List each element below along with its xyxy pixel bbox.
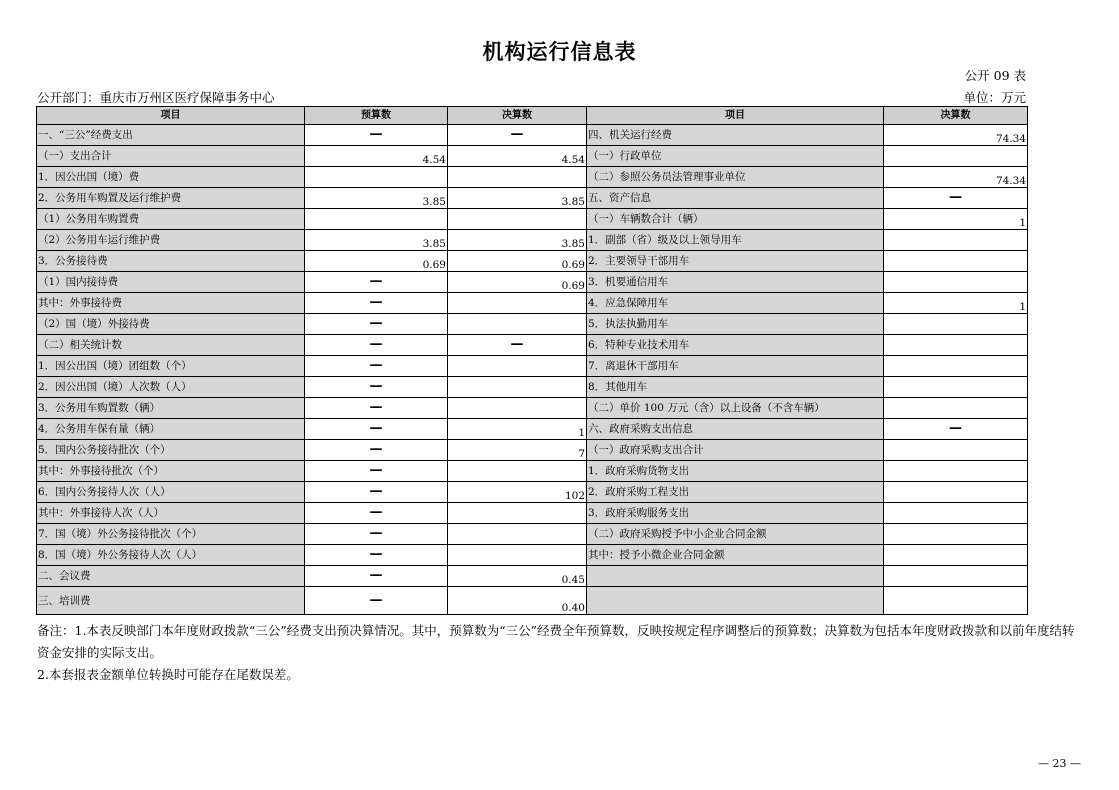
row-final bbox=[448, 461, 587, 482]
row-budget: — bbox=[305, 398, 448, 419]
row-right-final bbox=[884, 587, 1028, 615]
row-item-left: 其中：外事接待批次（个） bbox=[37, 461, 305, 482]
row-item-left: 1．因公出国（境）团组数（个） bbox=[37, 356, 305, 377]
page-number: — 23 — bbox=[1038, 757, 1081, 770]
table-row bbox=[37, 230, 1028, 251]
row-item-right: 1．副部（省）级及以上领导用车 bbox=[587, 230, 884, 251]
row-right-final bbox=[884, 440, 1028, 461]
info-table bbox=[36, 106, 1028, 615]
row-item-right: （二）政府采购授予中小企业合同金额 bbox=[587, 524, 884, 545]
table-body bbox=[37, 125, 1028, 615]
row-item-left: 其中：外事接待费 bbox=[37, 293, 305, 314]
row-right-final: — bbox=[884, 188, 1028, 209]
row-budget bbox=[305, 167, 448, 188]
row-right-final: 74.34 bbox=[884, 167, 1028, 188]
row-right-final bbox=[884, 377, 1028, 398]
row-final: 0.69 bbox=[448, 251, 587, 272]
row-item-left: 三、培训费 bbox=[37, 587, 305, 615]
department-label: 公开部门：重庆市万州区医疗保障事务中心 bbox=[37, 90, 275, 105]
note-1: 备注：1.本表反映部门本年度财政拨款“三公”经费支出预决算情况。其中，预算数为“三公”经费全年预算数，反映按规定程序调整后的预算数；决算数为包括本年度财政拨款和以前年度结转资金安排的实际支出。 bbox=[37, 623, 1075, 660]
row-budget: 4.54 bbox=[305, 146, 448, 167]
row-right-final bbox=[884, 335, 1028, 356]
table-row bbox=[37, 587, 1028, 615]
row-budget: 0.69 bbox=[305, 251, 448, 272]
row-item-right: 2．政府采购工程支出 bbox=[587, 482, 884, 503]
row-final: 7 bbox=[448, 440, 587, 461]
row-final: 0.40 bbox=[448, 587, 587, 615]
row-budget: — bbox=[305, 503, 448, 524]
row-item-left: 1．因公出国（境）费 bbox=[37, 167, 305, 188]
row-final bbox=[448, 167, 587, 188]
table-row bbox=[37, 524, 1028, 545]
row-item-right: （一）行政单位 bbox=[587, 146, 884, 167]
row-final: 4.54 bbox=[448, 146, 587, 167]
table-row bbox=[37, 314, 1028, 335]
row-budget: — bbox=[305, 335, 448, 356]
row-budget: 3.85 bbox=[305, 188, 448, 209]
table-row bbox=[37, 188, 1028, 209]
table-row bbox=[37, 440, 1028, 461]
row-final bbox=[448, 293, 587, 314]
row-budget: — bbox=[305, 482, 448, 503]
table-row bbox=[37, 461, 1028, 482]
row-item-left: （2）国（境）外接待费 bbox=[37, 314, 305, 335]
row-budget: — bbox=[305, 125, 448, 146]
row-item-left: 一、“三公”经费支出 bbox=[37, 125, 305, 146]
header-right-item: 项目 bbox=[587, 107, 884, 125]
row-item-left: （1）公务用车购置费 bbox=[37, 209, 305, 230]
table-row bbox=[37, 566, 1028, 587]
row-right-final bbox=[884, 503, 1028, 524]
table-row bbox=[37, 419, 1028, 440]
row-item-right: （一）车辆数合计（辆） bbox=[587, 209, 884, 230]
row-budget: — bbox=[305, 461, 448, 482]
table-row bbox=[37, 146, 1028, 167]
table-row bbox=[37, 503, 1028, 524]
row-final: 0.69 bbox=[448, 272, 587, 293]
row-final bbox=[448, 356, 587, 377]
row-budget: — bbox=[305, 566, 448, 587]
note-2: 2.本套报表金额单位转换时可能存在尾数误差。 bbox=[37, 667, 299, 682]
row-budget: — bbox=[305, 377, 448, 398]
header-final: 决算数 bbox=[448, 107, 587, 125]
row-item-right: 3．机要通信用车 bbox=[587, 272, 884, 293]
row-right-final: — bbox=[884, 419, 1028, 440]
row-item-left: 3．公务用车购置数（辆） bbox=[37, 398, 305, 419]
notes bbox=[37, 620, 1082, 686]
row-final: 102 bbox=[448, 482, 587, 503]
row-item-right: 五、资产信息 bbox=[587, 188, 884, 209]
table-row bbox=[37, 272, 1028, 293]
row-right-final: 74.34 bbox=[884, 125, 1028, 146]
row-right-final bbox=[884, 545, 1028, 566]
row-item-left: 二、会议费 bbox=[37, 566, 305, 587]
row-item-left: 2．因公出国（境）人次数（人） bbox=[37, 377, 305, 398]
row-item-right: （一）政府采购支出合计 bbox=[587, 440, 884, 461]
row-final: — bbox=[448, 125, 587, 146]
row-budget: — bbox=[305, 524, 448, 545]
row-item-left: （2）公务用车运行维护费 bbox=[37, 230, 305, 251]
row-budget: — bbox=[305, 272, 448, 293]
row-budget: — bbox=[305, 293, 448, 314]
row-final bbox=[448, 398, 587, 419]
row-right-final bbox=[884, 356, 1028, 377]
row-final: 0.45 bbox=[448, 566, 587, 587]
row-right-final bbox=[884, 398, 1028, 419]
table-row bbox=[37, 251, 1028, 272]
table-row bbox=[37, 293, 1028, 314]
row-right-final bbox=[884, 314, 1028, 335]
row-budget bbox=[305, 209, 448, 230]
table-header-row bbox=[37, 107, 1028, 125]
table-row bbox=[37, 167, 1028, 188]
row-item-left: 3．公务接待费 bbox=[37, 251, 305, 272]
row-final: — bbox=[448, 335, 587, 356]
header-right-final: 决算数 bbox=[884, 107, 1028, 125]
row-item-right: 六、政府采购支出信息 bbox=[587, 419, 884, 440]
row-item-left: （二）相关统计数 bbox=[37, 335, 305, 356]
row-item-left: 7．国（境）外公务接待批次（个） bbox=[37, 524, 305, 545]
row-final bbox=[448, 314, 587, 335]
row-item-right: 1．政府采购货物支出 bbox=[587, 461, 884, 482]
row-right-final bbox=[884, 566, 1028, 587]
row-item-right: 7．离退休干部用车 bbox=[587, 356, 884, 377]
unit-label: 单位：万元 bbox=[963, 90, 1026, 105]
row-final bbox=[448, 209, 587, 230]
row-right-final bbox=[884, 524, 1028, 545]
row-right-final bbox=[884, 146, 1028, 167]
table-row bbox=[37, 377, 1028, 398]
table-row bbox=[37, 545, 1028, 566]
row-item-right: 5．执法执勤用车 bbox=[587, 314, 884, 335]
row-item-right: （二）单价 100 万元（含）以上设备（不含车辆） bbox=[587, 398, 884, 419]
row-final: 3.85 bbox=[448, 188, 587, 209]
row-item-right: 4．应急保障用车 bbox=[587, 293, 884, 314]
page-title: 机构运行信息表 bbox=[482, 40, 637, 64]
row-item-left: 8．国（境）外公务接待人次（人） bbox=[37, 545, 305, 566]
row-item-left: （1）国内接待费 bbox=[37, 272, 305, 293]
row-budget: — bbox=[305, 356, 448, 377]
row-final: 1 bbox=[448, 419, 587, 440]
table-row bbox=[37, 209, 1028, 230]
row-right-final bbox=[884, 272, 1028, 293]
table-row bbox=[37, 125, 1028, 146]
row-item-right bbox=[587, 587, 884, 615]
row-item-left: 其中：外事接待人次（人） bbox=[37, 503, 305, 524]
row-item-right: （二）参照公务员法管理事业单位 bbox=[587, 167, 884, 188]
row-budget: — bbox=[305, 440, 448, 461]
table-row bbox=[37, 398, 1028, 419]
row-item-right: 6．特种专业技术用车 bbox=[587, 335, 884, 356]
row-final bbox=[448, 524, 587, 545]
row-right-final bbox=[884, 251, 1028, 272]
table-row bbox=[37, 482, 1028, 503]
header-left-item: 项目 bbox=[37, 107, 305, 125]
row-right-final: 1 bbox=[884, 209, 1028, 230]
row-final: 3.85 bbox=[448, 230, 587, 251]
row-item-right: 3．政府采购服务支出 bbox=[587, 503, 884, 524]
row-item-left: 4．公务用车保有量（辆） bbox=[37, 419, 305, 440]
row-item-left: 6．国内公务接待人次（人） bbox=[37, 482, 305, 503]
row-budget: — bbox=[305, 419, 448, 440]
row-final bbox=[448, 377, 587, 398]
row-right-final: 1 bbox=[884, 293, 1028, 314]
row-right-final bbox=[884, 230, 1028, 251]
row-right-final bbox=[884, 461, 1028, 482]
header-budget: 预算数 bbox=[305, 107, 448, 125]
table-row bbox=[37, 335, 1028, 356]
table-row bbox=[37, 356, 1028, 377]
row-final bbox=[448, 545, 587, 566]
row-item-right: 8．其他用车 bbox=[587, 377, 884, 398]
row-budget: — bbox=[305, 587, 448, 615]
row-budget: — bbox=[305, 314, 448, 335]
row-final bbox=[448, 503, 587, 524]
row-item-left: 2．公务用车购置及运行维护费 bbox=[37, 188, 305, 209]
row-item-right bbox=[587, 566, 884, 587]
row-budget: — bbox=[305, 545, 448, 566]
row-budget: 3.85 bbox=[305, 230, 448, 251]
row-item-left: 5．国内公务接待批次（个） bbox=[37, 440, 305, 461]
form-code: 公开 09 表 bbox=[964, 68, 1026, 83]
row-item-right: 四、机关运行经费 bbox=[587, 125, 884, 146]
row-item-right: 其中：授予小微企业合同金额 bbox=[587, 545, 884, 566]
row-right-final bbox=[884, 482, 1028, 503]
row-item-left: （一）支出合计 bbox=[37, 146, 305, 167]
row-item-right: 2．主要领导干部用车 bbox=[587, 251, 884, 272]
